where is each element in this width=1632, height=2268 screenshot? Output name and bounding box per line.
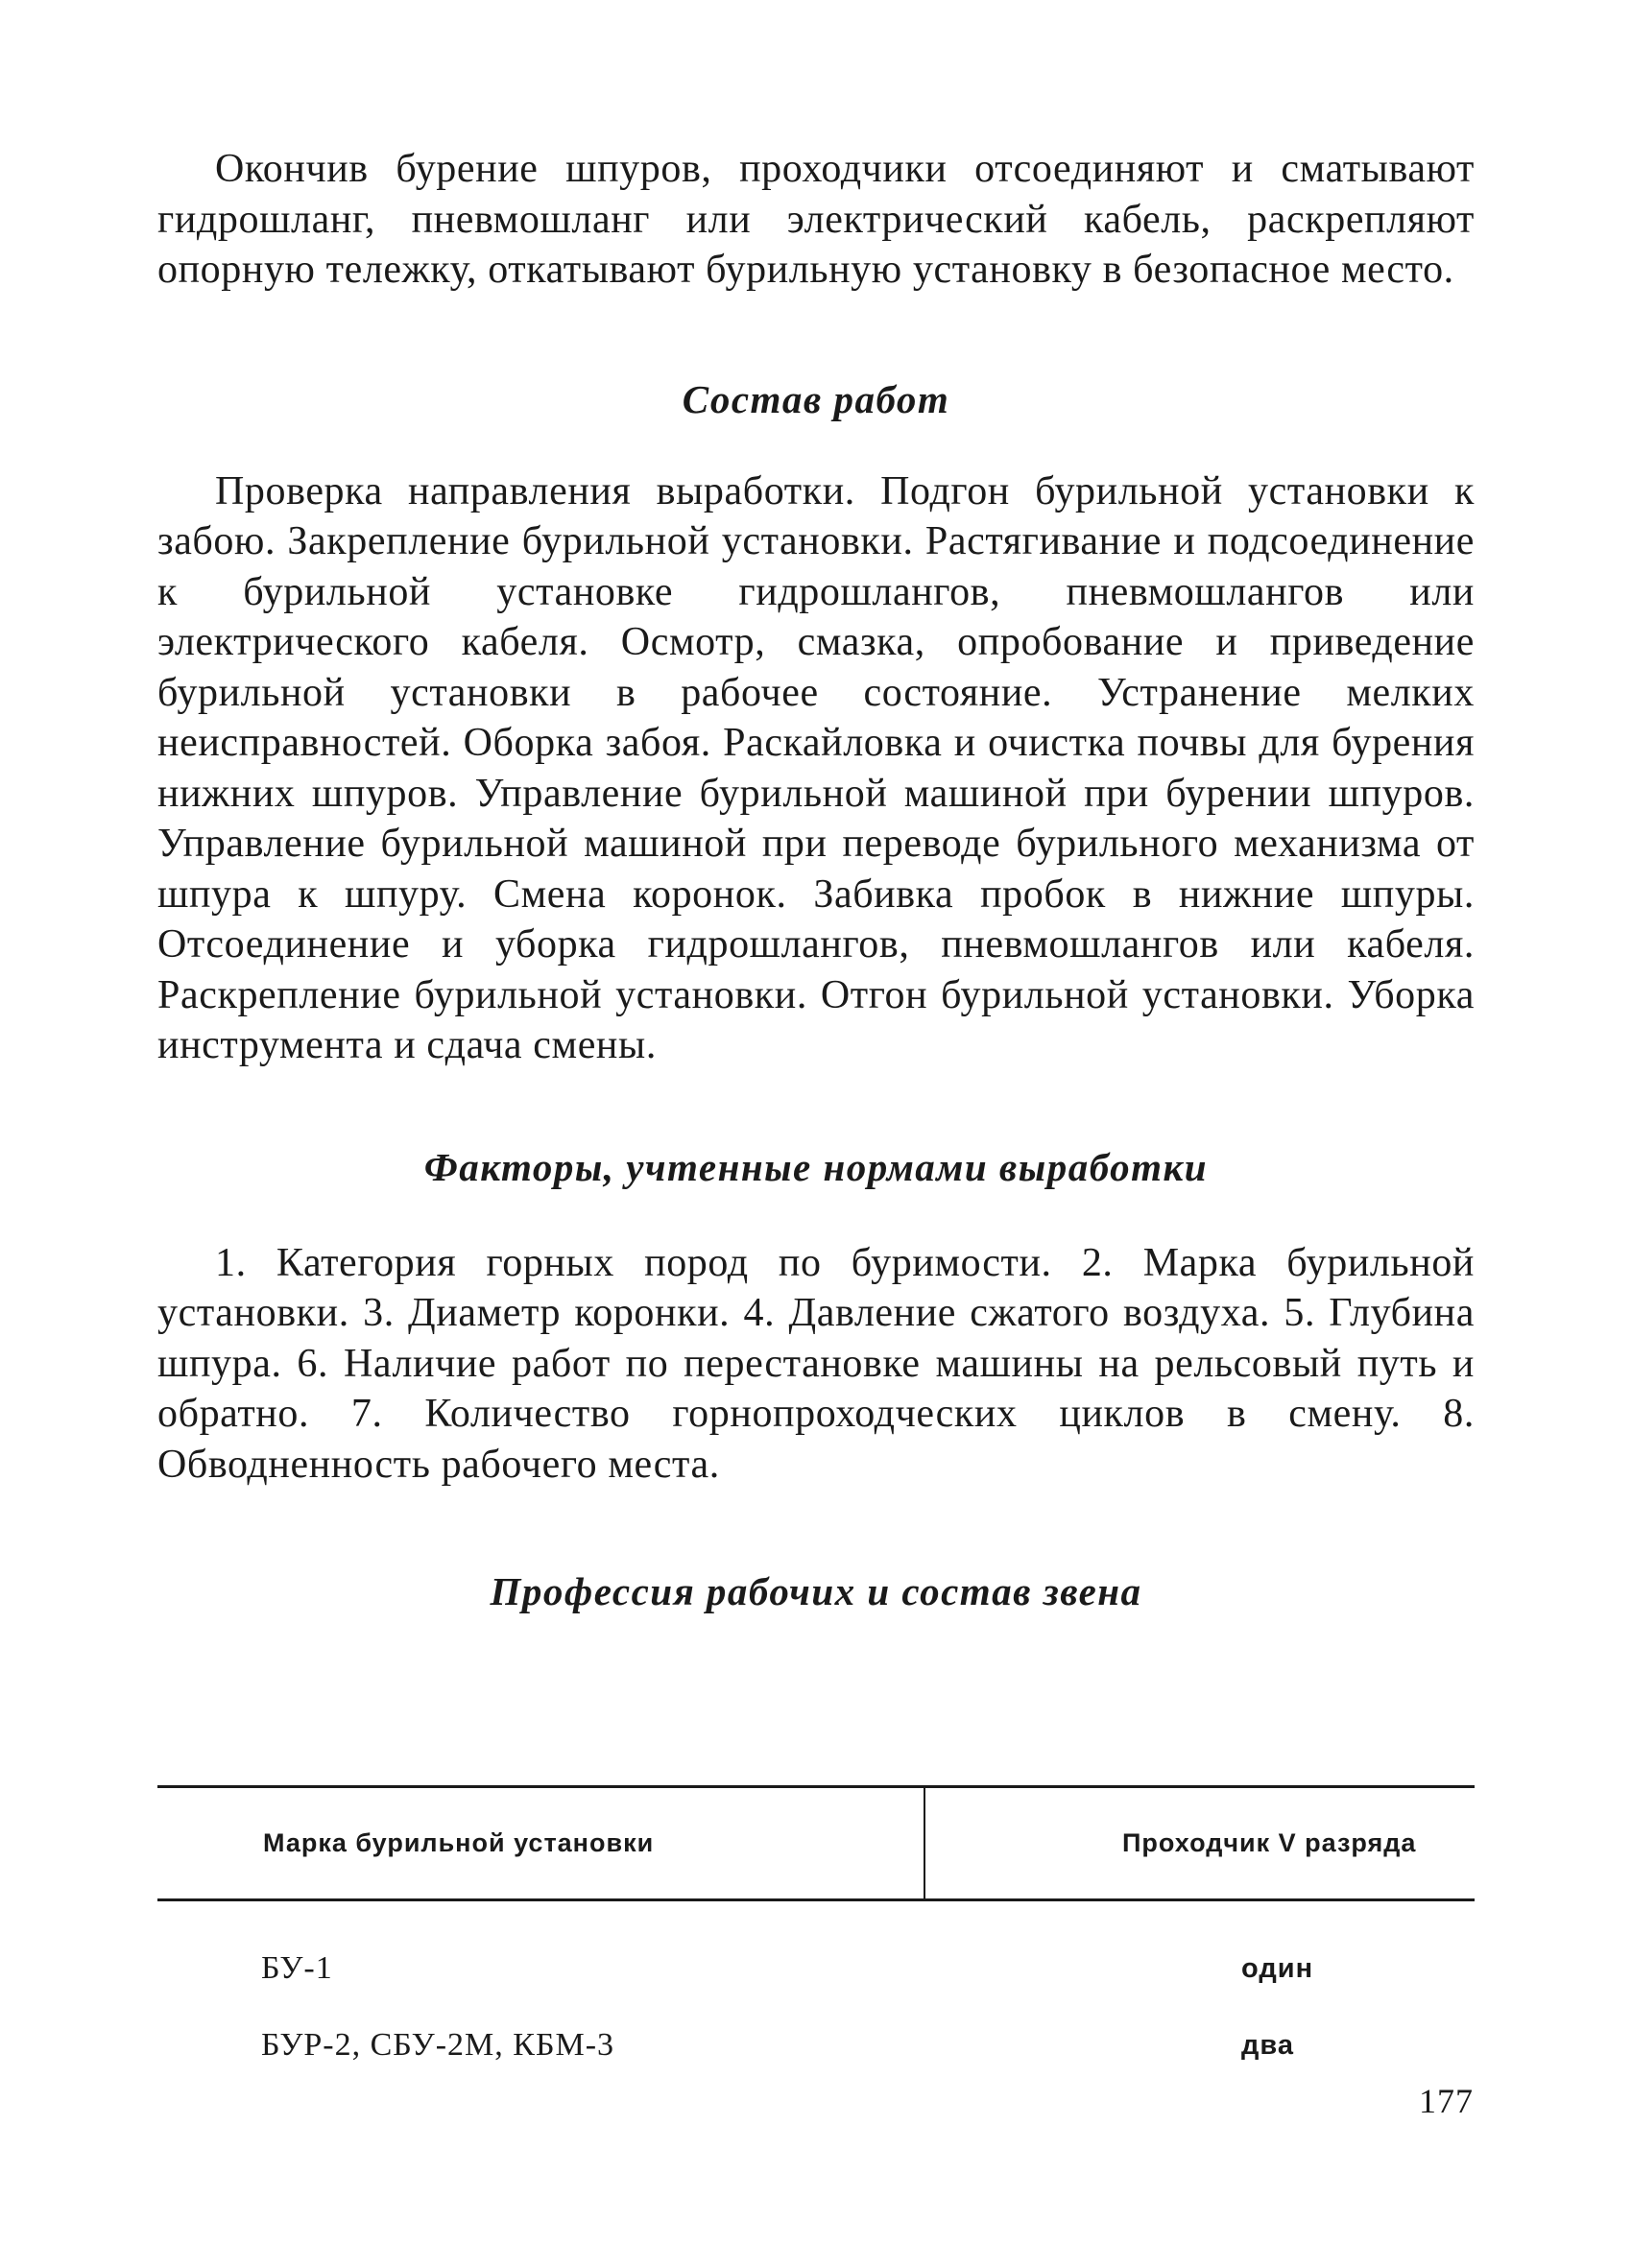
page-number: 177 xyxy=(1419,2082,1474,2120)
table-cell-worker-count: один xyxy=(1241,1952,1314,1984)
table-cell-rig-model: БУР-2, СБУ-2М, КБМ-3 xyxy=(261,2027,615,2063)
crew-table-container xyxy=(157,1785,1475,2084)
table-cell-worker-count: два xyxy=(1241,2029,1294,2061)
table-header-row xyxy=(157,1787,1475,1900)
intro-paragraph: Окончив бурение шпуров, проходчики отсоединяют и сматывают гидрошланг, пневмошланг или электрический кабель, раскрепляют опорную тележку, откатывают бурильную установку в безопасное место. xyxy=(157,147,1475,292)
page-content xyxy=(157,134,1475,1614)
table-row xyxy=(157,2007,1475,2084)
work-composition-paragraph: Проверка направления выработки. Подгон бурильной установки к забою. Закрепление бурильной установки. Растягивание и подсоединение к бурильной установке гидрошлангов, пневмошлангов или электрического кабеля. Осмотр, смазка, опробование и приведение бурильной установки в рабочее состояние. Устранение мелких неисправностей. Оборка забоя. Раскайловка и очистка почвы для бурения нижних шпуров. Управление бурильной машиной при бурении шпуров. Управление бурильной машиной при переводе бурильного механизма от шпура к шпуру. Смена коронок. Забивка пробок в нижние шпуры. Отсоединение и уборка гидрошлангов, пневмошлангов или кабеля. Раскрепление бурильной установки. Отгон бурильной установки. Уборка инструмента и сдача смены. xyxy=(157,468,1475,1067)
section-heading-crew: Профессия рабочих и состав звена xyxy=(490,1569,1142,1613)
table-row xyxy=(157,1900,1475,2008)
table-cell-rig-model: БУ-1 xyxy=(261,1950,333,1986)
section-heading-factors: Факторы, учтенные нормами выработки xyxy=(423,1144,1209,1189)
factors-paragraph: 1. Категория горных пород по буримости. 2. Марка бурильной установки. 3. Диаметр коронки. 4. Давление сжатого воздуха. 5. Глубина шпура. 6. Наличие работ по перестановке машины на рельсовый путь и обратно. 7. Количество горнопроходческих циклов в смену. 8. Обводненность рабочего места. xyxy=(157,1240,1475,1487)
section-heading-work-composition: Состав работ xyxy=(682,376,950,421)
table-header-rig-model: Марка бурильной установки xyxy=(157,1787,924,1900)
crew-table xyxy=(157,1785,1475,2084)
table-header-worker-grade: Проходчик V разряда xyxy=(924,1787,1475,1900)
